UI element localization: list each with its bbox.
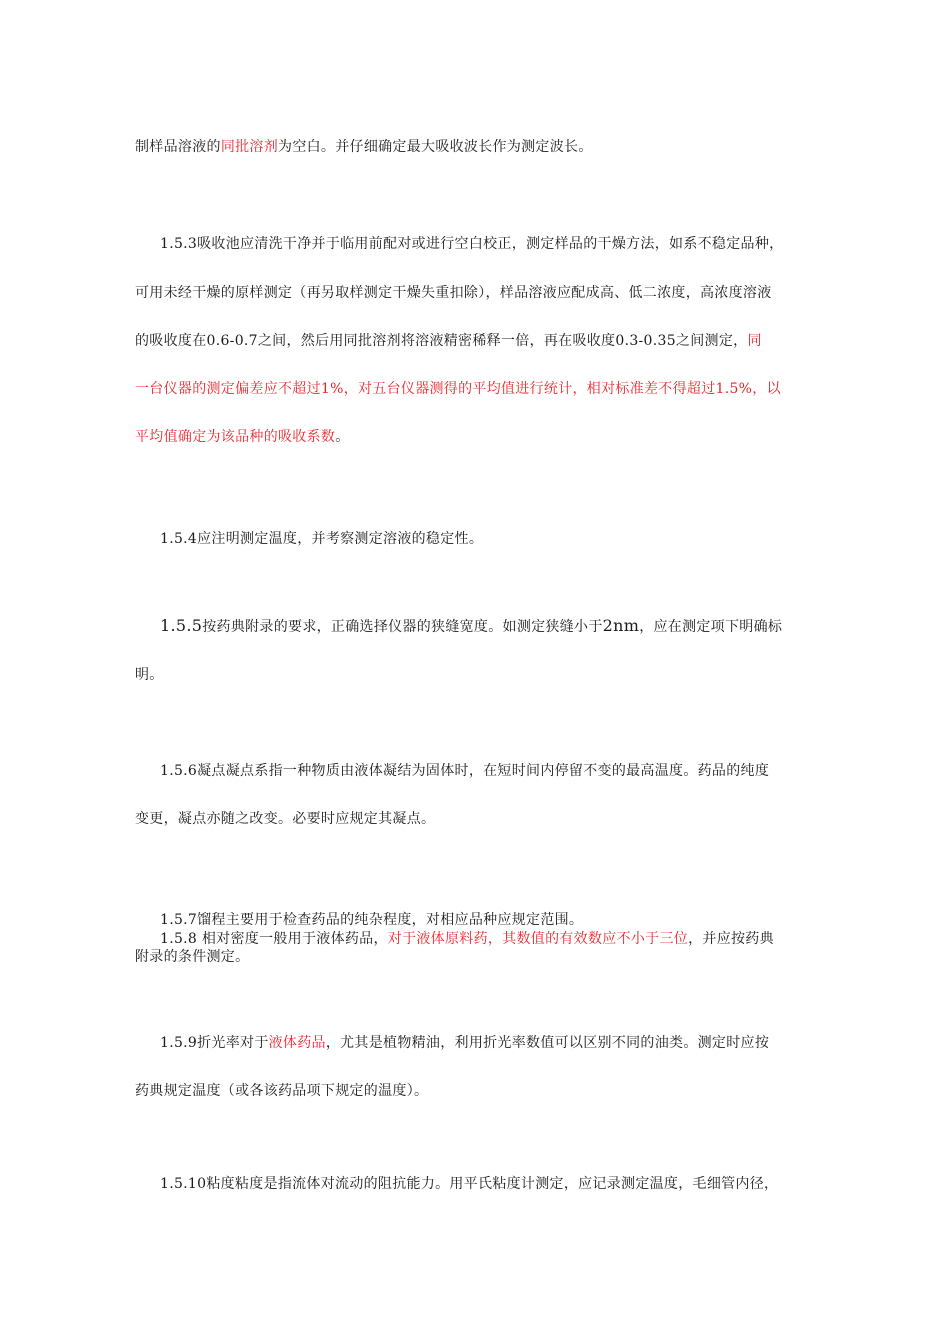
paragraph-1-5-6-line-2: 变更，凝点亦随之改变。必要时应规定其凝点。 <box>135 811 436 827</box>
paragraph-1-5-10-line-1: 1.5.10粘度粘度是指流体对流动的阻抗能力。用平氏粘度计测定，应记录测定温度，毛细管内径， <box>160 1176 779 1192</box>
paragraph-1-5-8-line-2: 附录的条件测定。 <box>135 949 250 965</box>
highlighted-text: 同 <box>747 333 762 349</box>
text-segment: ，应在测定项下明确标 <box>639 619 783 635</box>
highlighted-text: 平均值确定为该品种的吸收系数 <box>135 429 336 445</box>
paragraph-intro-line <box>135 136 593 156</box>
text-segment: ，尤其是植物精油，利用折光率数值可以区别不同的油类。测定时应按 <box>325 1035 770 1051</box>
paragraph-1-5-3-line-2: 可用未经干燥的原样测定（再另取样测定干燥失重扣除），样品溶液应配成高、低二浓度，高浓度溶液 <box>135 285 772 301</box>
unit-text: 2nm <box>602 616 640 635</box>
highlighted-text: 液体药品 <box>268 1035 326 1051</box>
paragraph-1-5-7-line-1: 1.5.7馏程主要用于检查药品的纯杂程度，对相应品种应规定范围。 <box>160 912 584 928</box>
paragraph-1-5-5-line-2: 明。 <box>135 667 164 683</box>
text-segment: 为空白。并仔细确定最大吸收波长作为测定波长。 <box>278 139 593 155</box>
paragraph-1-5-9-line-2: 药典规定温度（或各该药品项下规定的温度）。 <box>135 1083 429 1099</box>
paragraph-1-5-9-line-1 <box>160 1032 769 1052</box>
highlighted-text: 对于液体原料药，其数值的有效数应不小于三位 <box>387 931 689 947</box>
text-segment: 1.5.9折光率对于 <box>160 1035 269 1051</box>
paragraph-1-5-3-line-3 <box>135 330 762 350</box>
text-segment: 。 <box>335 429 350 445</box>
paragraph-1-5-6-line-1: 1.5.6凝点凝点系指一种物质由液体凝结为固体时，在短时间内停留不变的最高温度。药品的纯度 <box>160 763 770 779</box>
highlighted-text: 同批溶剂 <box>220 139 279 155</box>
text-segment: 1.5.8 相对密度一般用于液体药品， <box>160 931 388 947</box>
paragraph-1-5-3-line-1: 1.5.3吸收池应清洗干净并于临用前配对或进行空白校正，测定样品的干燥方法，如系不稳定品种， <box>160 236 784 252</box>
text-segment: ，并应按药典 <box>688 931 774 947</box>
text-segment: 按药典附录的要求，正确选择仪器的狭缝宽度。如测定狭缝小于 <box>202 619 603 635</box>
paragraph-1-5-8-line-1 <box>160 928 774 948</box>
text-segment: 制样品溶液的 <box>135 139 221 155</box>
section-number: 1.5.5 <box>160 616 203 635</box>
paragraph-1-5-3-line-5 <box>135 426 350 446</box>
text-segment: 的吸收度在0.6-0.7之间，然后用同批溶剂将溶液精密稀释一倍，再在吸收度0.3-0.35之间测定， <box>135 333 748 349</box>
paragraph-1-5-5-line-1 <box>160 616 782 636</box>
paragraph-1-5-3-line-4: 一台仪器的测定偏差应不超过1%，对五台仪器测得的平均值进行统计，相对标准差不得超过1.5%，以 <box>135 381 781 397</box>
paragraph-1-5-4-line-1: 1.5.4应注明测定温度，并考察测定溶液的稳定性。 <box>160 531 484 547</box>
